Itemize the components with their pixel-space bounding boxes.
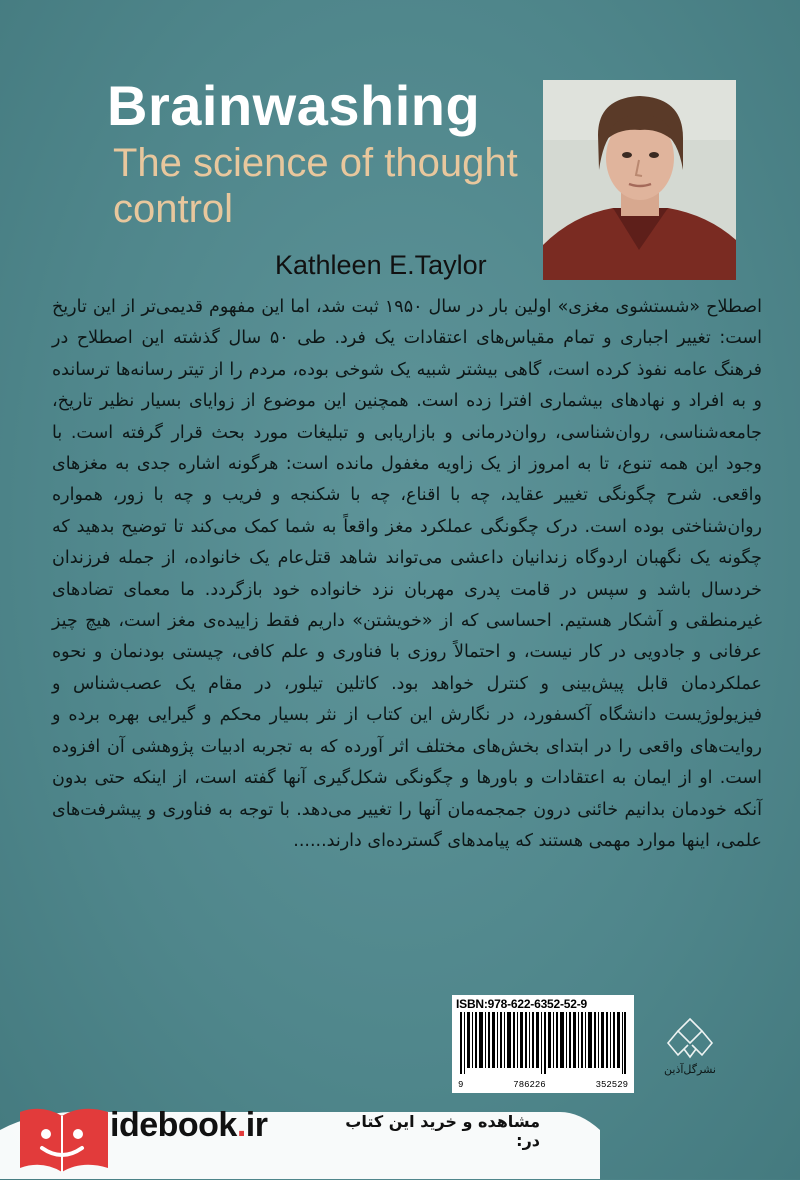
publisher-name: نشرگل‌آذین [664,1063,716,1076]
watermark-call-to-action: مشاهده و خرید این کتاب در: [345,1112,540,1150]
author-portrait [543,80,736,280]
barcode-digit-group-1: 786226 [513,1080,546,1090]
author-name: Kathleen E.Taylor [275,250,487,280]
open-book-icon[interactable] [12,1098,116,1180]
publisher-logo-icon [662,1015,718,1061]
barcode-digit-group-2: 352529 [595,1080,628,1090]
description-paragraph [52,292,762,857]
barcode-icon [460,1012,626,1074]
brand-tld: ir [245,1106,268,1144]
description-text: اصطلاح «شستشوی مغزی» اولین بار در سال ۱۹۵۰ ثبت شد، اما این مفهوم قدیمی‌تر از این تاریخ است: تغییر اجباری و تمام مقیاس‌های اعتقادات یک فرد. طی ۵۰ سال گذشته این اصطلاح در فرهنگ عامه نفوذ کرده است، گاهی بیشتر شبیه یک شوخی بوده، مردم را از تیتر رسانه‌ها ترسانده و به افراد و نهادهای بیشماری افترا زده است. همچنین این موضوع از زوایای بسیار نظیر تاریخ، جامعه‌شناسی، روان‌شناسی، روان‌درمانی و بازاریابی و تبلیغات مورد بحث قرار گرفته است. با وجود این همه تنوع، تا به امروز از یک زاویه مغفول مانده است: هرگونه اشاره جدی به مغزهای واقعی. شرح چگونگی تغییر عقاید، چه با اقناع، چه با شکنجه و فریب و چه با زور، همواره روان‌شناختی بوده است. درک چگونگی عملکرد مغز واقعاً به شما کمک می‌کند تا توضیح بدهید که چگونه یک نگهبان اردوگاه زندانیان داعشی می‌تواند شاهد قتل‌عام یک خانواده، از جمله فرزندان خردسال باشد و سپس در قامت پدری مهربان نزد خانواده خود بازگردد. ما معمای تضادهای غیرمنطقی و آشکار هستیم. احساسی که از «خویشتن» داریم فقط زاییده‌ی مغز است، هیچ چیز عرفانی و جادویی در کار نیست، و احتمالاً روزی با فناوری و علم کافی، چیستی بودنمان و نحوه عملکردمان قابل پیش‌بینی و کنترل خواهد بود. [52,297,763,694]
watermark-brand-link[interactable] [110,1106,267,1145]
isbn-barcode [452,995,634,1093]
book-subtitle: The science of thought control [113,141,518,231]
barcode-digit-prefix: 9 [458,1080,464,1090]
isbn-number: ISBN:978-622-6352-52-9 [456,997,588,1011]
author-bio-text: کاتلین تیلور، در مقام یک عصب‌شناس و فیزیولوژیست دانشگاه آکسفورد، در نگارش این کتاب از نثر بسیار محکم و گیرایی بهره برده و روایت‌های واقعی را در ابتدای بخش‌های مختلف اثر آورده که به تجربه ادبیات پژوهشی آن افزوده است. او از ایمان به اعتقادات و باورها و چگونگی شکل‌گیری آنها گفته است، از اینکه حتی بدون آنکه خودمان بدانیم خائنی درون جمجمه‌مان آنها را تغییر می‌دهد. با توجه به فناوری و پیشرفت‌های علمی، اینها موارد مهمی هستند که پیامدهای گسترده‌ای دارند...... [52,673,762,851]
brand-dot: . [236,1106,246,1144]
book-title: Brainwashing [107,74,481,137]
brand-main: idebook [110,1106,237,1144]
barcode-digits [458,1080,628,1090]
